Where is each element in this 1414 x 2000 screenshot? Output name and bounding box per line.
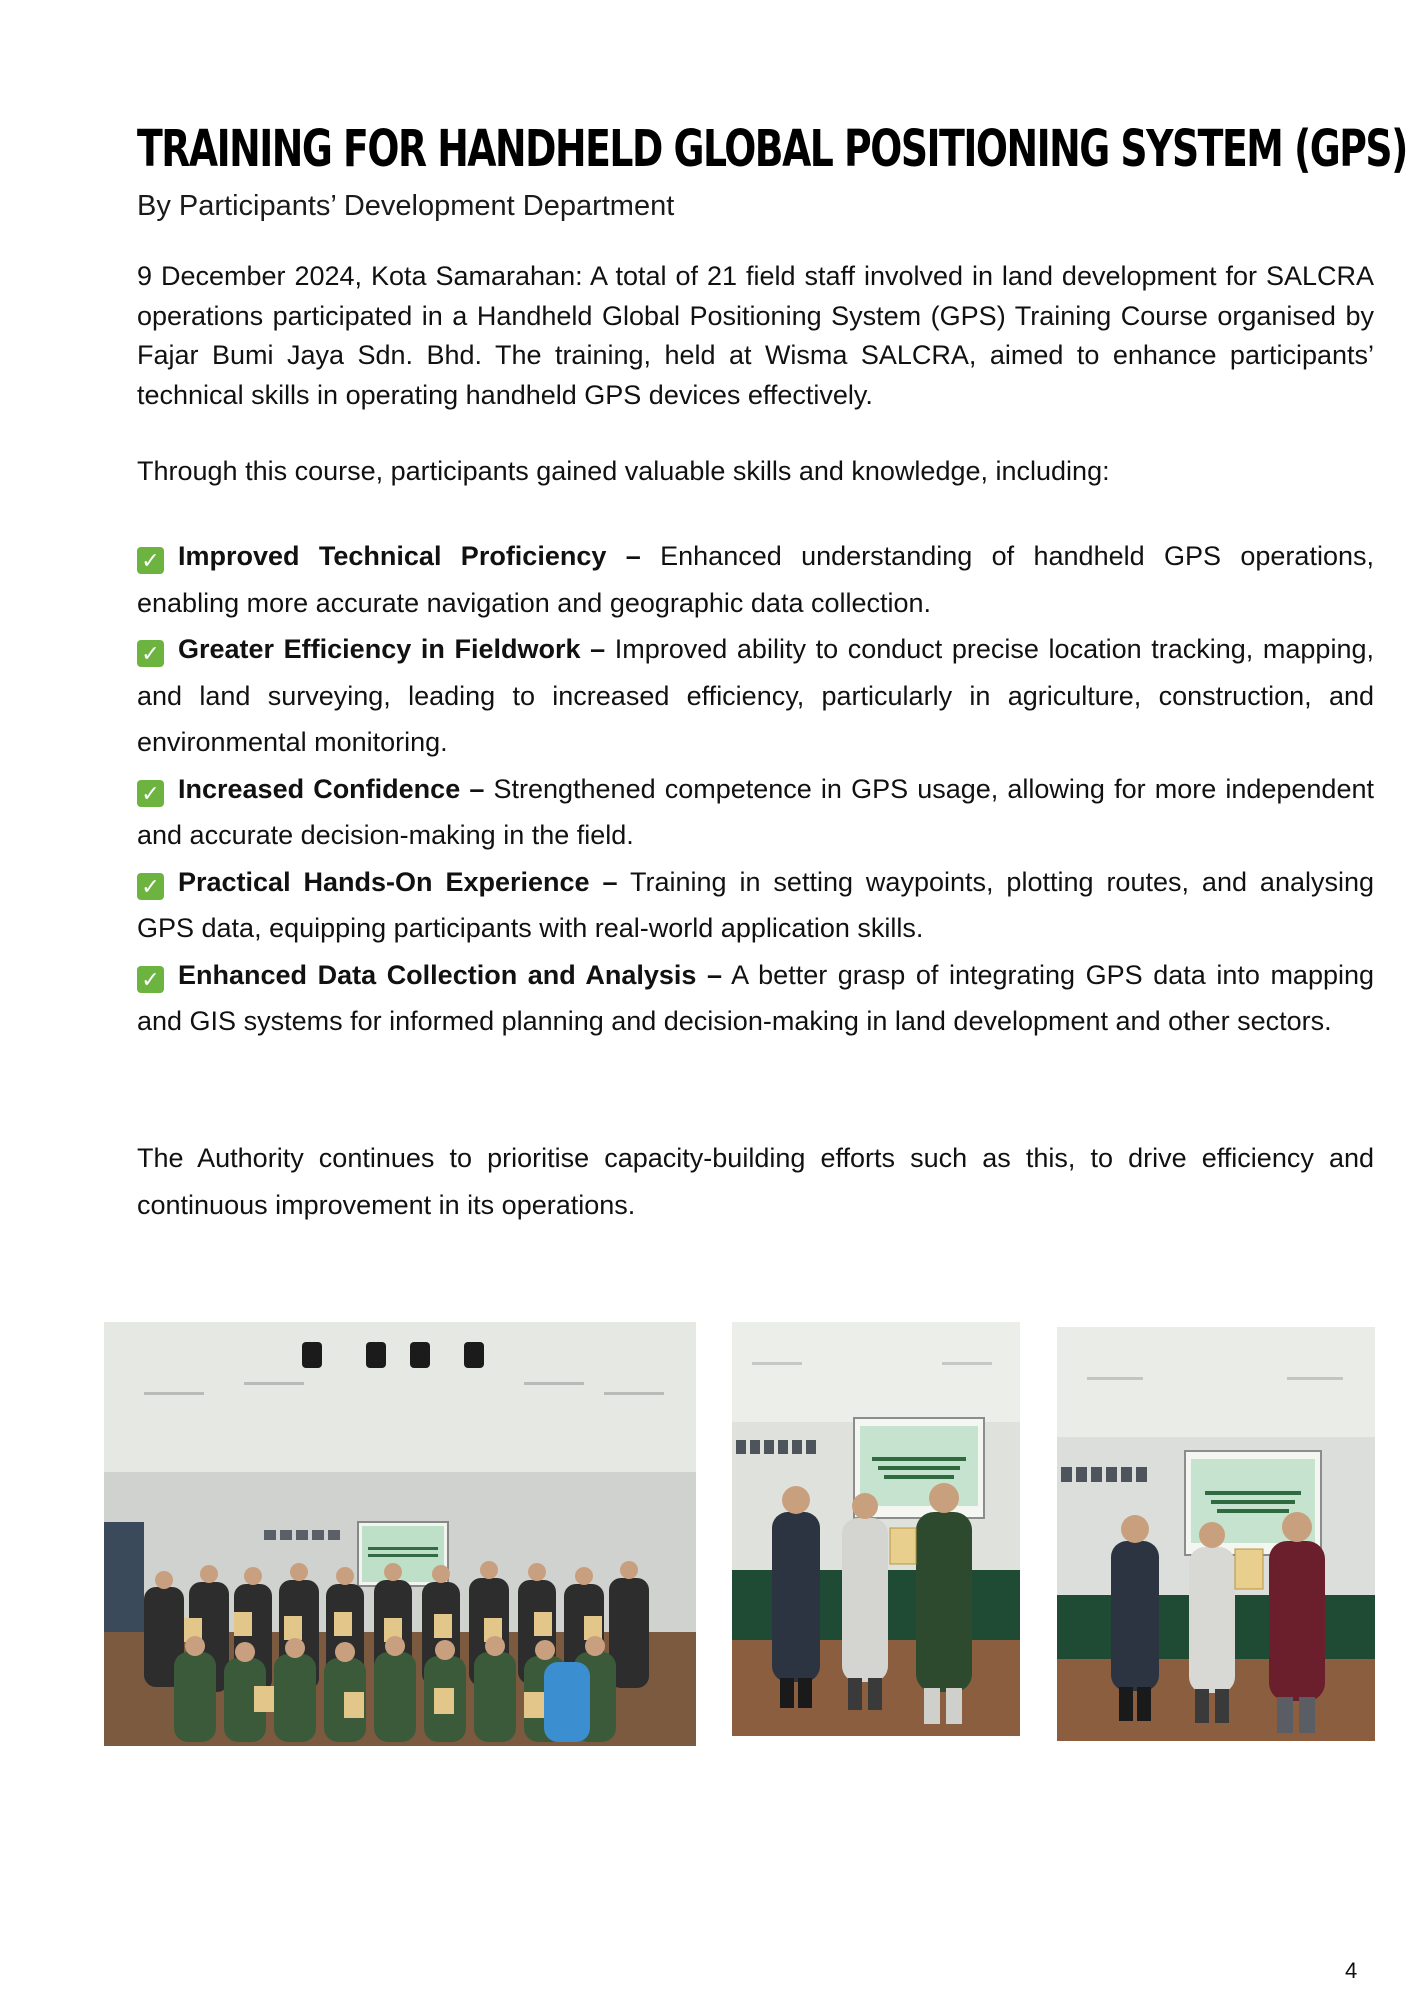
page-number: 4 (1345, 1958, 1358, 1983)
benefit-text: Strengthened competence in GPS usage, allowing for more independent and accurate decision-making in the field. (137, 773, 1374, 850)
benefit-text: Enhanced understanding of handheld GPS operations, enabling more accurate navigation and geographic data collection. (137, 541, 1374, 618)
benefit-item (137, 859, 1374, 952)
benefit-title: Enhanced Data Collection and Analysis – (178, 959, 722, 990)
benefit-title: Greater Efficiency in Fieldwork – (178, 634, 606, 664)
lead-in-paragraph: Through this course, participants gained valuable skills and knowledge, including: (137, 456, 1110, 486)
benefit-item (137, 626, 1374, 766)
article-title: TRAINING FOR HANDHELD GLOBAL POSITIONING SYSTEM (GPS) (137, 120, 1407, 179)
benefit-item (137, 533, 1374, 626)
benefit-text: Training in setting waypoints, plotting routes, and analysing GPS data, equipping participants with real-world application skills. (137, 866, 1375, 943)
benefit-title: Increased Confidence – (178, 773, 485, 804)
closing-paragraph: The Authority continues to prioritise capacity-building efforts such as this, to drive efficiency and continuous improvement in its operations. (137, 1143, 1374, 1220)
check-box-icon: ✓ (137, 780, 164, 807)
benefits-list (137, 533, 1374, 1045)
benefit-title: Improved Technical Proficiency – (178, 541, 641, 571)
benefit-text: Improved ability to conduct precise location tracking, mapping, and land surveying, leading to increased efficiency, particularly in agriculture, construction, and environmental monitoring. (137, 634, 1374, 757)
certificate-photo-two (1057, 1327, 1375, 1741)
benefit-text: A better grasp of integrating GPS data into mapping and GIS systems for informed planning and decision-making in land development and other sectors. (137, 959, 1375, 1036)
benefit-title: Practical Hands-On Experience – (178, 866, 618, 897)
check-box-icon: ✓ (137, 547, 164, 574)
intro-paragraph: 9 December 2024, Kota Samarahan: A total of 21 field staff involved in land development for SALCRA operations participated in a Handheld Global Positioning System (GPS) Training Course organised by Fajar Bumi Jaya Sdn. Bhd. The training, held at Wisma SALCRA, aimed to enhance participants’ technical skills in operating handheld GPS devices effectively. (137, 261, 1374, 410)
article-byline: By Participants’ Development Department (137, 190, 675, 222)
benefit-item (137, 952, 1374, 1045)
check-box-icon: ✓ (137, 873, 164, 900)
benefit-item (137, 766, 1374, 859)
check-box-icon: ✓ (137, 966, 164, 993)
group-photo (104, 1322, 696, 1746)
certificate-photo-one (732, 1322, 1020, 1736)
check-box-icon: ✓ (137, 640, 164, 667)
